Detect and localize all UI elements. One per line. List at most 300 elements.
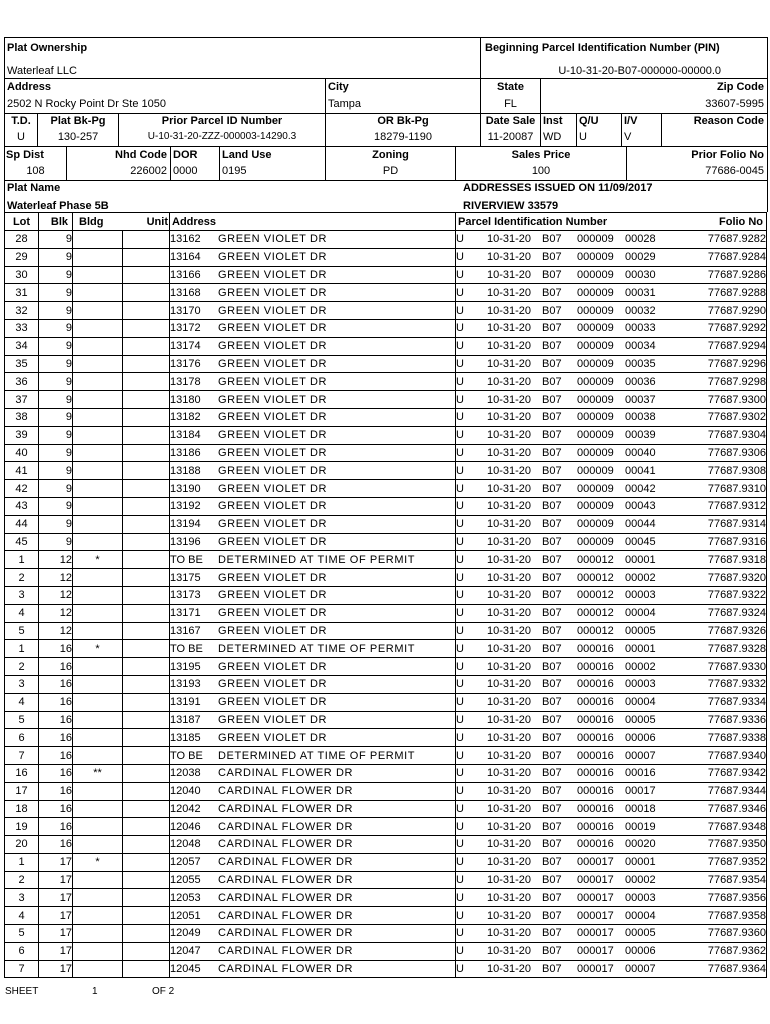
pin-cell bbox=[456, 480, 674, 498]
pin-subdivision: B07 bbox=[542, 624, 562, 637]
pin-section: 10-31-20 bbox=[487, 553, 532, 566]
table-row bbox=[5, 391, 767, 409]
pin-cell bbox=[456, 764, 674, 782]
pin-subdivision: B07 bbox=[542, 589, 562, 602]
pin-section: 10-31-20 bbox=[487, 268, 532, 281]
plat-sheet bbox=[4, 37, 766, 998]
address-cell bbox=[170, 782, 456, 800]
sp-dist-value: 108 bbox=[26, 165, 45, 177]
addresses-issued-text: ADDRESSES ISSUED ON 11/09/2017 bbox=[463, 182, 653, 194]
unit-cell bbox=[123, 871, 170, 889]
pin-cell bbox=[456, 355, 674, 373]
pin-t: U bbox=[456, 411, 464, 424]
folio-cell: 77687.9306 bbox=[674, 444, 767, 462]
pin-cell bbox=[456, 586, 674, 604]
city-cell bbox=[326, 79, 481, 113]
zoning-value: PD bbox=[382, 165, 399, 177]
folio-cell: 77687.9298 bbox=[674, 373, 767, 391]
bldg-cell bbox=[73, 497, 123, 515]
house-number: 13194 bbox=[170, 518, 201, 531]
blk-cell: 16 bbox=[39, 693, 73, 711]
pin-cell bbox=[456, 266, 674, 284]
lot-cell: 36 bbox=[5, 373, 39, 391]
pin-section: 10-31-20 bbox=[487, 357, 532, 370]
pin-parcel: 00042 bbox=[625, 482, 656, 495]
pin-block: 000016 bbox=[577, 802, 614, 815]
pin-section: 10-31-20 bbox=[487, 909, 532, 922]
house-number: 12038 bbox=[170, 767, 201, 780]
lot-cell: 5 bbox=[5, 622, 39, 640]
state-cell bbox=[481, 79, 541, 113]
pin-subdivision: B07 bbox=[542, 446, 562, 459]
pin-parcel: 00006 bbox=[625, 731, 656, 744]
unit-cell bbox=[123, 444, 170, 462]
house-number: 13173 bbox=[170, 589, 201, 602]
street-name: CARDINAL FLOWER DR bbox=[218, 838, 354, 851]
owner-value: Waterleaf LLC bbox=[5, 58, 481, 78]
lot-cell: 33 bbox=[5, 319, 39, 337]
pin-t: U bbox=[456, 678, 464, 691]
pin-block: 000016 bbox=[577, 767, 614, 780]
pin-cell bbox=[456, 675, 674, 693]
bldg-cell bbox=[73, 231, 123, 249]
street-name: CARDINAL FLOWER DR bbox=[218, 874, 354, 887]
header-block bbox=[4, 37, 768, 212]
bldg-cell bbox=[73, 337, 123, 355]
lot-cell: 32 bbox=[5, 302, 39, 320]
pin-subdivision: B07 bbox=[542, 856, 562, 869]
zoning-cell bbox=[326, 147, 456, 180]
table-row bbox=[5, 925, 767, 943]
blk-cell: 9 bbox=[39, 515, 73, 533]
pin-cell bbox=[456, 907, 674, 925]
pin-t: U bbox=[456, 838, 464, 851]
street-name: GREEN VIOLET DR bbox=[218, 233, 328, 246]
pin-subdivision: B07 bbox=[542, 660, 562, 673]
city-value: Tampa bbox=[328, 98, 362, 110]
house-number: 13166 bbox=[170, 268, 201, 281]
bldg-cell bbox=[73, 907, 123, 925]
unit-cell bbox=[123, 622, 170, 640]
blk-cell: 9 bbox=[39, 462, 73, 480]
bldg-cell bbox=[73, 729, 123, 747]
folio-cell: 77687.9358 bbox=[674, 907, 767, 925]
bldg-cell bbox=[73, 444, 123, 462]
bldg-cell bbox=[73, 426, 123, 444]
pin-t: U bbox=[456, 696, 464, 709]
unit-cell bbox=[123, 675, 170, 693]
lot-cell: 6 bbox=[5, 942, 39, 960]
address-cell bbox=[170, 586, 456, 604]
lot-cell: 3 bbox=[5, 586, 39, 604]
qu-value: U bbox=[579, 131, 587, 143]
table-row bbox=[5, 373, 767, 391]
pin-cell bbox=[456, 533, 674, 551]
folio-cell: 77687.9344 bbox=[674, 782, 767, 800]
pin-t: U bbox=[456, 802, 464, 815]
pin-block: 000012 bbox=[577, 589, 614, 602]
bldg-cell bbox=[73, 408, 123, 426]
or-bk-pg-label: OR Bk-Pg bbox=[377, 115, 429, 127]
land-use-cell bbox=[220, 147, 326, 180]
pin-cell bbox=[456, 889, 674, 907]
pin-parcel: 00001 bbox=[625, 856, 656, 869]
pin-subdivision: B07 bbox=[542, 874, 562, 887]
pin-section: 10-31-20 bbox=[487, 660, 532, 673]
folio-cell: 77687.9282 bbox=[674, 231, 767, 249]
address-cell bbox=[170, 569, 456, 587]
street-name: GREEN VIOLET DR bbox=[218, 429, 328, 442]
unit-cell bbox=[123, 889, 170, 907]
unit-cell bbox=[123, 693, 170, 711]
pin-cell bbox=[456, 497, 674, 515]
bldg-cell bbox=[73, 675, 123, 693]
nhd-label: Nhd Code bbox=[115, 149, 167, 161]
pin-subdivision: B07 bbox=[542, 464, 562, 477]
pin-cell bbox=[456, 231, 674, 249]
pin-cell bbox=[456, 622, 674, 640]
blk-cell: 17 bbox=[39, 871, 73, 889]
address-cell bbox=[170, 942, 456, 960]
table-row bbox=[5, 497, 767, 515]
house-number: 13172 bbox=[170, 322, 201, 335]
unit-cell bbox=[123, 551, 170, 569]
pin-t: U bbox=[456, 820, 464, 833]
table-row bbox=[5, 871, 767, 889]
pin-block: 000009 bbox=[577, 429, 614, 442]
pin-section: 10-31-20 bbox=[487, 856, 532, 869]
lot-cell: 4 bbox=[5, 693, 39, 711]
pin-cell bbox=[456, 640, 674, 658]
pin-t: U bbox=[456, 393, 464, 406]
pin-subdivision: B07 bbox=[542, 696, 562, 709]
pin-section: 10-31-20 bbox=[487, 891, 532, 904]
street-name: GREEN VIOLET DR bbox=[218, 535, 328, 548]
sales-price-cell bbox=[456, 147, 627, 180]
pin-parcel: 00003 bbox=[625, 678, 656, 691]
house-number: 13175 bbox=[170, 571, 201, 584]
pin-block: 000009 bbox=[577, 518, 614, 531]
address-cell bbox=[170, 497, 456, 515]
pin-t: U bbox=[456, 945, 464, 958]
folio-cell: 77687.9318 bbox=[674, 551, 767, 569]
pin-t: U bbox=[456, 963, 464, 976]
zip-value: 33607-5995 bbox=[705, 98, 764, 110]
bldg-cell bbox=[73, 284, 123, 302]
folio-cell: 77687.9330 bbox=[674, 658, 767, 676]
bldg-cell bbox=[73, 889, 123, 907]
table-header-row bbox=[5, 213, 767, 231]
table-row bbox=[5, 408, 767, 426]
address-cell bbox=[170, 408, 456, 426]
state-value: FL bbox=[504, 98, 517, 110]
street-name: CARDINAL FLOWER DR bbox=[218, 856, 354, 869]
lot-cell: 5 bbox=[5, 711, 39, 729]
street-name: CARDINAL FLOWER DR bbox=[218, 891, 354, 904]
unit-cell bbox=[123, 907, 170, 925]
prior-parcel-label: Prior Parcel ID Number bbox=[161, 115, 283, 127]
street-name: GREEN VIOLET DR bbox=[218, 411, 328, 424]
pin-cell bbox=[456, 462, 674, 480]
plat-bk-pg-cell bbox=[38, 114, 119, 146]
pin-subdivision: B07 bbox=[542, 482, 562, 495]
table-row bbox=[5, 764, 767, 782]
unit-cell bbox=[123, 266, 170, 284]
pin-cell bbox=[456, 942, 674, 960]
unit-cell bbox=[123, 337, 170, 355]
pin-parcel: 00030 bbox=[625, 268, 656, 281]
street-name: GREEN VIOLET DR bbox=[218, 393, 328, 406]
street-name: GREEN VIOLET DR bbox=[218, 500, 328, 513]
address-cell bbox=[170, 462, 456, 480]
pin-t: U bbox=[456, 553, 464, 566]
pin-cell bbox=[456, 444, 674, 462]
pin-subdivision: B07 bbox=[542, 891, 562, 904]
street-name: GREEN VIOLET DR bbox=[218, 731, 328, 744]
lot-cell: 4 bbox=[5, 907, 39, 925]
pin-parcel: 00005 bbox=[625, 927, 656, 940]
or-bk-pg-value: 18279-1190 bbox=[374, 131, 432, 143]
pin-block: 000017 bbox=[577, 856, 614, 869]
lot-cell: 38 bbox=[5, 408, 39, 426]
plat-bk-pg-label: Plat Bk-Pg bbox=[50, 115, 106, 127]
lot-cell: 20 bbox=[5, 836, 39, 854]
folio-cell: 77687.9290 bbox=[674, 302, 767, 320]
pin-subdivision: B07 bbox=[542, 731, 562, 744]
lot-cell: 35 bbox=[5, 355, 39, 373]
pin-section: 10-31-20 bbox=[487, 963, 532, 976]
pin-block: 000009 bbox=[577, 411, 614, 424]
house-number: 12040 bbox=[170, 785, 201, 798]
street-name: GREEN VIOLET DR bbox=[218, 713, 328, 726]
house-number: 13184 bbox=[170, 429, 201, 442]
pin-section: 10-31-20 bbox=[487, 340, 532, 353]
table-row bbox=[5, 907, 767, 925]
pin-section: 10-31-20 bbox=[487, 375, 532, 388]
pin-block: 000009 bbox=[577, 251, 614, 264]
date-sale-cell bbox=[481, 114, 541, 146]
bldg-cell bbox=[73, 355, 123, 373]
pin-section: 10-31-20 bbox=[487, 393, 532, 406]
bldg-cell: * bbox=[73, 853, 123, 871]
folio-cell: 77687.9322 bbox=[674, 586, 767, 604]
lot-cell: 5 bbox=[5, 925, 39, 943]
table-row bbox=[5, 586, 767, 604]
address-cell bbox=[170, 266, 456, 284]
blk-cell: 16 bbox=[39, 711, 73, 729]
iv-label: I/V bbox=[624, 115, 638, 127]
street-name: CARDINAL FLOWER DR bbox=[218, 945, 354, 958]
house-number: 13176 bbox=[170, 357, 201, 370]
table-row bbox=[5, 675, 767, 693]
lot-cell: 2 bbox=[5, 871, 39, 889]
pin-cell bbox=[456, 248, 674, 266]
unit-cell bbox=[123, 800, 170, 818]
pin-block: 000017 bbox=[577, 874, 614, 887]
pin-subdivision: B07 bbox=[542, 535, 562, 548]
col-bldg: Bldg bbox=[73, 213, 123, 231]
pin-t: U bbox=[456, 340, 464, 353]
pin-cell bbox=[456, 871, 674, 889]
col-blk: Blk bbox=[39, 213, 73, 231]
bldg-cell bbox=[73, 302, 123, 320]
pin-parcel: 00035 bbox=[625, 357, 656, 370]
bldg-cell bbox=[73, 319, 123, 337]
iv-cell bbox=[622, 114, 662, 146]
inst-label: Inst bbox=[543, 115, 563, 127]
street-name: CARDINAL FLOWER DR bbox=[218, 820, 354, 833]
lot-cell: 43 bbox=[5, 497, 39, 515]
blk-cell: 16 bbox=[39, 675, 73, 693]
pin-subdivision: B07 bbox=[542, 322, 562, 335]
address-cell bbox=[170, 248, 456, 266]
unit-cell bbox=[123, 729, 170, 747]
pin-section: 10-31-20 bbox=[487, 713, 532, 726]
unit-cell bbox=[123, 373, 170, 391]
blk-cell: 9 bbox=[39, 266, 73, 284]
td-label: T.D. bbox=[11, 115, 31, 127]
pin-cell bbox=[456, 302, 674, 320]
house-number: 13193 bbox=[170, 678, 201, 691]
folio-cell: 77687.9336 bbox=[674, 711, 767, 729]
house-number: 12047 bbox=[170, 945, 201, 958]
pin-cell bbox=[456, 284, 674, 302]
pin-value: U-10-31-20-B07-000000-00000.0 bbox=[558, 65, 721, 77]
blk-cell: 16 bbox=[39, 836, 73, 854]
pin-parcel: 00005 bbox=[625, 713, 656, 726]
pin-parcel: 00034 bbox=[625, 340, 656, 353]
header-row-owner-values bbox=[5, 58, 767, 79]
house-number: 13164 bbox=[170, 251, 201, 264]
pin-block: 000016 bbox=[577, 678, 614, 691]
lot-cell: 34 bbox=[5, 337, 39, 355]
inst-cell bbox=[541, 114, 577, 146]
lot-cell: 37 bbox=[5, 391, 39, 409]
pin-section: 10-31-20 bbox=[487, 429, 532, 442]
blk-cell: 16 bbox=[39, 818, 73, 836]
pin-section: 10-31-20 bbox=[487, 874, 532, 887]
pin-cell bbox=[456, 658, 674, 676]
address-cell bbox=[170, 800, 456, 818]
bldg-cell bbox=[73, 373, 123, 391]
pin-subdivision: B07 bbox=[542, 820, 562, 833]
folio-cell: 77687.9338 bbox=[674, 729, 767, 747]
pin-cell bbox=[456, 711, 674, 729]
pin-block: 000009 bbox=[577, 340, 614, 353]
house-number: 12055 bbox=[170, 874, 201, 887]
pin-section: 10-31-20 bbox=[487, 838, 532, 851]
table-row bbox=[5, 515, 767, 533]
pin-t: U bbox=[456, 464, 464, 477]
pin-block: 000017 bbox=[577, 891, 614, 904]
pin-block: 000012 bbox=[577, 571, 614, 584]
blk-cell: 9 bbox=[39, 302, 73, 320]
pin-block: 000016 bbox=[577, 785, 614, 798]
lot-cell: 28 bbox=[5, 231, 39, 249]
reason-cell bbox=[662, 114, 767, 146]
pin-block: 000012 bbox=[577, 624, 614, 637]
pin-cell bbox=[456, 551, 674, 569]
unit-cell bbox=[123, 248, 170, 266]
plat-ownership-label: Plat Ownership bbox=[5, 38, 481, 58]
blk-cell: 9 bbox=[39, 231, 73, 249]
house-number: 13188 bbox=[170, 464, 201, 477]
address-cell bbox=[170, 284, 456, 302]
folio-cell: 77687.9334 bbox=[674, 693, 767, 711]
address-cell bbox=[170, 871, 456, 889]
folio-cell: 77687.9354 bbox=[674, 871, 767, 889]
pin-t: U bbox=[456, 927, 464, 940]
address-cell bbox=[170, 675, 456, 693]
house-number: 13195 bbox=[170, 660, 201, 673]
lot-cell: 30 bbox=[5, 266, 39, 284]
house-number: 13191 bbox=[170, 696, 201, 709]
unit-cell bbox=[123, 925, 170, 943]
inst-value: WD bbox=[543, 131, 562, 143]
blk-cell: 12 bbox=[39, 604, 73, 622]
table-row bbox=[5, 302, 767, 320]
table-row bbox=[5, 622, 767, 640]
folio-cell: 77687.9286 bbox=[674, 266, 767, 284]
pin-parcel: 00045 bbox=[625, 535, 656, 548]
pin-parcel: 00002 bbox=[625, 571, 656, 584]
pin-block: 000009 bbox=[577, 357, 614, 370]
folio-cell: 77687.9300 bbox=[674, 391, 767, 409]
pin-subdivision: B07 bbox=[542, 945, 562, 958]
address-cell bbox=[170, 764, 456, 782]
pin-section: 10-31-20 bbox=[487, 767, 532, 780]
house-number: 13171 bbox=[170, 607, 201, 620]
lot-cell: 42 bbox=[5, 480, 39, 498]
address-cell bbox=[170, 729, 456, 747]
pin-cell bbox=[456, 747, 674, 765]
address-cell bbox=[170, 444, 456, 462]
lot-cell: 2 bbox=[5, 658, 39, 676]
pin-parcel: 00001 bbox=[625, 642, 656, 655]
pin-subdivision: B07 bbox=[542, 749, 562, 762]
bldg-cell bbox=[73, 248, 123, 266]
unit-cell bbox=[123, 764, 170, 782]
pin-section: 10-31-20 bbox=[487, 571, 532, 584]
sheet-number: 1 bbox=[92, 986, 98, 998]
pin-section: 10-31-20 bbox=[487, 802, 532, 815]
street-name: GREEN VIOLET DR bbox=[218, 589, 328, 602]
lot-cell: 2 bbox=[5, 569, 39, 587]
pin-parcel: 00033 bbox=[625, 322, 656, 335]
street-name: GREEN VIOLET DR bbox=[218, 268, 328, 281]
col-lot: Lot bbox=[5, 213, 39, 231]
pin-block: 000012 bbox=[577, 553, 614, 566]
area-text: RIVERVIEW 33579 bbox=[463, 200, 559, 212]
header-row-sale bbox=[5, 114, 767, 147]
pin-section: 10-31-20 bbox=[487, 589, 532, 602]
pin-cell bbox=[456, 800, 674, 818]
unit-cell bbox=[123, 836, 170, 854]
bldg-cell bbox=[73, 871, 123, 889]
qu-cell bbox=[577, 114, 622, 146]
folio-cell: 77687.9288 bbox=[674, 284, 767, 302]
house-number: 13192 bbox=[170, 500, 201, 513]
table-row bbox=[5, 480, 767, 498]
sales-price-value: 100 bbox=[531, 165, 551, 177]
pin-block: 000009 bbox=[577, 393, 614, 406]
issued-cell bbox=[463, 181, 767, 212]
folio-cell: 77687.9314 bbox=[674, 515, 767, 533]
street-name: CARDINAL FLOWER DR bbox=[218, 802, 354, 815]
folio-cell: 77687.9352 bbox=[674, 853, 767, 871]
address-cell bbox=[170, 373, 456, 391]
address-cell bbox=[170, 480, 456, 498]
